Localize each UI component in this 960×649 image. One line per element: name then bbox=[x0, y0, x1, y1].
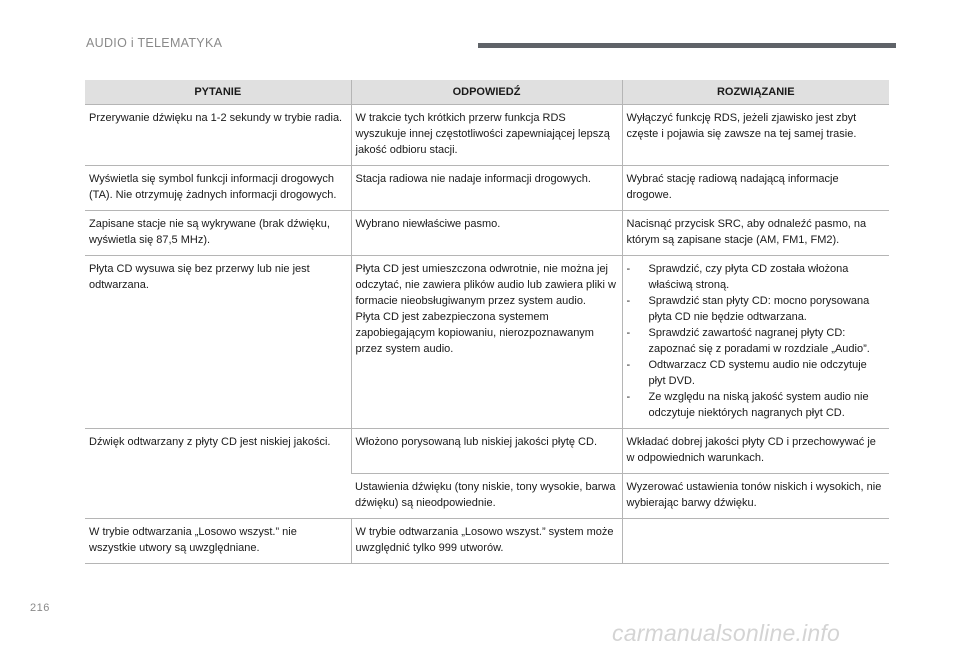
solution-cell: Wybrać stację radiową nadającą informacje drogowe. bbox=[622, 166, 889, 211]
table-row bbox=[85, 105, 889, 166]
question-cell: Dźwięk odtwarzany z płyty CD jest niskiej jakości. bbox=[85, 429, 351, 519]
page-number: 216 bbox=[30, 602, 50, 614]
solution-list bbox=[627, 261, 886, 421]
answer-cell: Ustawienia dźwięku (tony niskie, tony wysokie, barwa dźwięku) są nieodpowiednie. bbox=[351, 474, 622, 519]
section-title: AUDIO i TELEMATYKA bbox=[86, 36, 223, 50]
question-cell: Płyta CD wysuwa się bez przerwy lub nie jest odtwarzana. bbox=[85, 256, 351, 429]
table-row bbox=[85, 211, 889, 256]
watermark: carmanualsonline.info bbox=[612, 620, 840, 646]
solution-list-item: - Sprawdzić, czy płyta CD została włożona właściwą stroną. bbox=[627, 261, 886, 293]
answer-cell: W trakcie tych krótkich przerw funkcja RDS wyszukuje innej częstotliwości zapewniającej lepszą jakość odbioru stacji. bbox=[351, 105, 622, 166]
solution-cell bbox=[622, 256, 889, 429]
header-bar bbox=[478, 43, 896, 48]
column-header-answer: ODPOWIEDŹ bbox=[351, 80, 622, 105]
table-row bbox=[85, 429, 889, 474]
question-cell: Wyświetla się symbol funkcji informacji drogowych (TA). Nie otrzymuję żadnych informacji drogowych. bbox=[85, 166, 351, 211]
column-header-question: PYTANIE bbox=[85, 80, 351, 105]
answer-paragraph: Płyta CD jest umieszczona odwrotnie, nie można jej odczytać, nie zawiera plików audio lub zawiera pliki w formacie nieobsługiwanym przez system audio. bbox=[355, 263, 616, 307]
answer-cell: Stacja radiowa nie nadaje informacji drogowych. bbox=[351, 166, 622, 211]
solution-list-item: - Ze względu na niską jakość system audio nie odczytuje niektórych nagranych płyt CD. bbox=[627, 389, 886, 421]
column-header-solution: ROZWIĄZANIE bbox=[622, 80, 889, 105]
table-header-row bbox=[85, 80, 889, 105]
solution-cell: Wkładać dobrej jakości płyty CD i przechowywać je w odpowiednich warunkach. bbox=[622, 429, 889, 474]
answer-cell: Włożono porysowaną lub niskiej jakości płytę CD. bbox=[351, 429, 622, 474]
table-row bbox=[85, 519, 889, 564]
question-cell: W trybie odtwarzania „Losowo wszyst.” nie wszystkie utwory są uwzględniane. bbox=[85, 519, 351, 564]
solution-cell: Wyłączyć funkcję RDS, jeżeli zjawisko jest zbyt częste i pojawia się zawsze na tej samej trasie. bbox=[622, 105, 889, 166]
solution-list-item: - Odtwarzacz CD systemu audio nie odczytuje płyt DVD. bbox=[627, 357, 886, 389]
question-cell: Zapisane stacje nie są wykrywane (brak dźwięku, wyświetla się 87,5 MHz). bbox=[85, 211, 351, 256]
table-row bbox=[85, 166, 889, 211]
answer-paragraph: Płyta CD jest zabezpieczona systemem zapobiegającym kopiowaniu, nierozpoznawanym przez system audio. bbox=[355, 311, 594, 355]
solution-list-item: - Sprawdzić stan płyty CD: mocno porysowana płyta CD nie będzie odtwarzana. bbox=[627, 293, 886, 325]
table-row bbox=[85, 256, 889, 429]
answer-cell bbox=[351, 256, 622, 429]
troubleshooting-table bbox=[85, 80, 889, 564]
answer-cell: Wybrano niewłaściwe pasmo. bbox=[351, 211, 622, 256]
answer-cell: W trybie odtwarzania „Losowo wszyst.” system może uwzględnić tylko 999 utworów. bbox=[351, 519, 622, 564]
solution-cell: Nacisnąć przycisk SRC, aby odnaleźć pasmo, na którym są zapisane stacje (AM, FM1, FM2). bbox=[622, 211, 889, 256]
solution-cell bbox=[622, 519, 889, 564]
question-cell: Przerywanie dźwięku na 1-2 sekundy w trybie radia. bbox=[85, 105, 351, 166]
solution-cell: Wyzerować ustawienia tonów niskich i wysokich, nie wybierając barwy dźwięku. bbox=[622, 474, 889, 519]
solution-list-item: - Sprawdzić zawartość nagranej płyty CD: zapoznać się z poradami w rozdziale „Audio”. bbox=[627, 325, 886, 357]
